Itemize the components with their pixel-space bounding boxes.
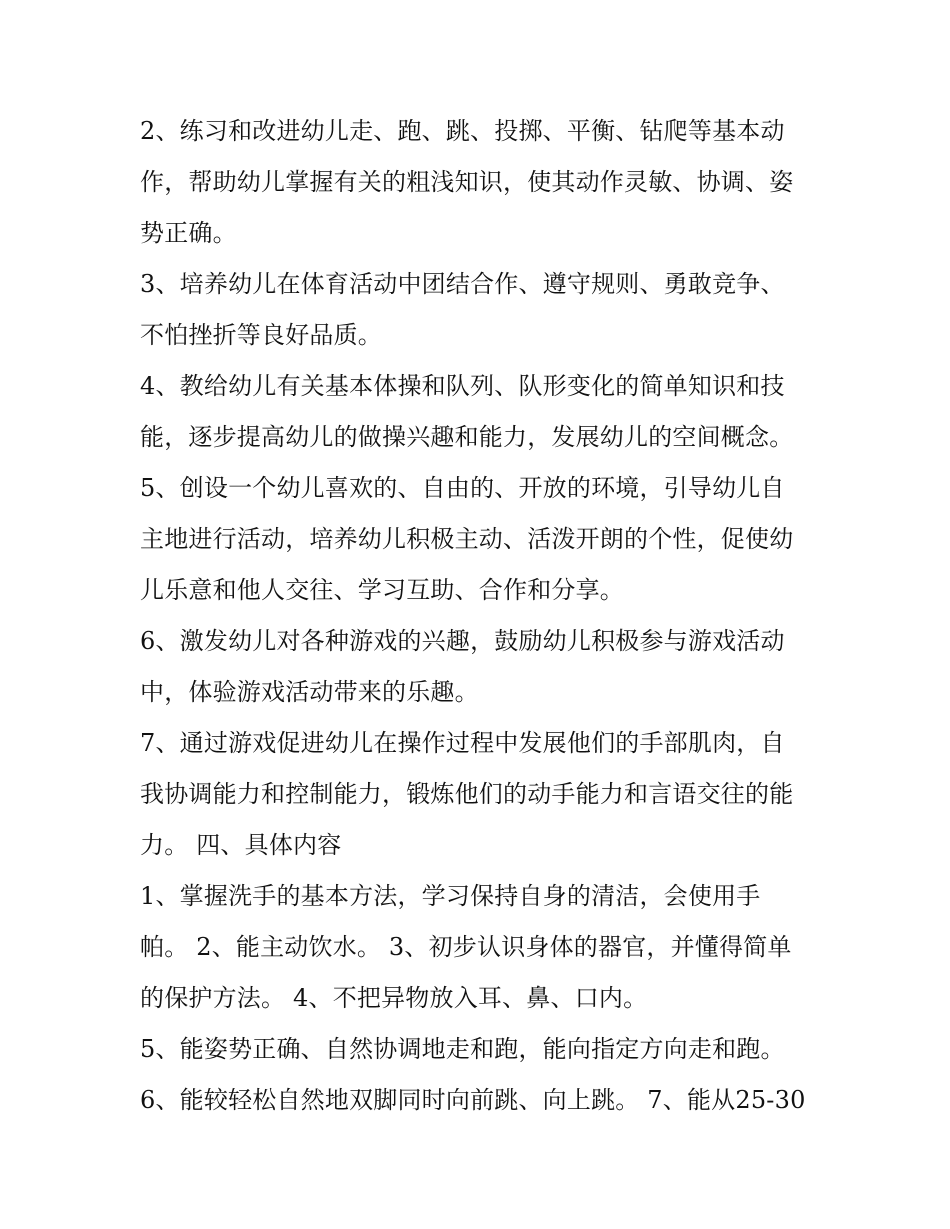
document-body <box>140 106 820 1126</box>
text-line: 2、练习和改进幼儿走、跑、跳、投掷、平衡、钻爬等基本动 <box>140 117 785 145</box>
text-line: 中，体验游戏活动带来的乐趣。 <box>140 678 479 706</box>
text-line: 的保护方法。 4、不把异物放入耳、鼻、口内。 <box>140 984 648 1012</box>
text-line: 5、创设一个幼儿喜欢的、自由的、开放的环境，引导幼儿自 <box>140 474 785 502</box>
text-line: 势正确。 <box>140 219 237 247</box>
text-line: 6、激发幼儿对各种游戏的兴趣，鼓励幼儿积极参与游戏活动 <box>140 627 785 655</box>
text-line: 6、能较轻松自然地双脚同时向前跳、向上跳。 7、能从25-30 <box>140 1086 806 1114</box>
text-line: 4、教给幼儿有关基本体操和队列、队形变化的简单知识和技 <box>140 372 785 400</box>
text-line: 1、掌握洗手的基本方法，学习保持自身的清洁，会使用手 <box>140 882 761 910</box>
section-heading-line: 力。 四、具体内容 <box>140 831 342 859</box>
text-line: 作，帮助幼儿掌握有关的粗浅知识，使其动作灵敏、协调、姿 <box>140 168 794 196</box>
text-line: 我协调能力和控制能力，锻炼他们的动手能力和言语交往的能 <box>140 780 794 808</box>
text-line: 5、能姿势正确、自然协调地走和跑，能向指定方向走和跑。 <box>140 1035 785 1063</box>
text-line: 帕。 2、能主动饮水。 3、初步认识身体的器官，并懂得简单 <box>140 933 792 961</box>
text-line: 能，逐步提高幼儿的做操兴趣和能力，发展幼儿的空间概念。 <box>140 423 794 451</box>
text-line: 不怕挫折等良好品质。 <box>140 321 382 349</box>
text-line: 儿乐意和他人交往、学习互助、合作和分享。 <box>140 576 624 604</box>
text-line: 3、培养幼儿在体育活动中团结合作、遵守规则、勇敢竞争、 <box>140 270 785 298</box>
text-line: 7、通过游戏促进幼儿在操作过程中发展他们的手部肌肉，自 <box>140 729 785 757</box>
text-line: 主地进行活动，培养幼儿积极主动、活泼开朗的个性，促使幼 <box>140 525 794 553</box>
